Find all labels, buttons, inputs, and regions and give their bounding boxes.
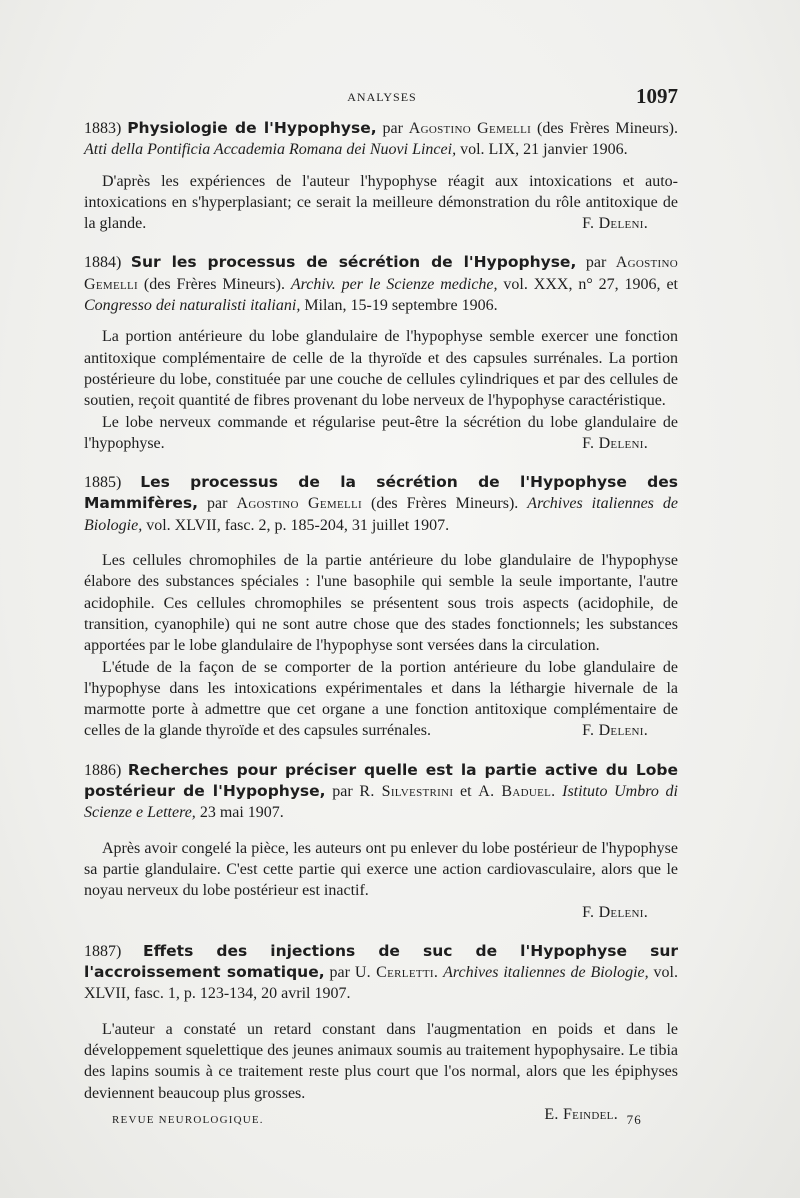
entry-paragraph: D'après les expériences de l'auteur l'hypophyse réagit aux intoxications et auto-intoxications en s'hyperplasiant; ce serait la meilleure démonstration du rôle antitoxique de la glande. F. Deleni. [84, 171, 678, 235]
entry-heading: 1886) Recherches pour préciser quelle est la partie active du Lobe postérieur de l'Hypophyse, par R. Silvestrini et A. Baduel. Istituto Umbro di Scienze e Lettere, 23 mai 1907. [84, 760, 679, 822]
entry-title: Les processus de la sécrétion de l'Hypophyse des Mammifères, [84, 473, 678, 513]
entry-1886 [84, 760, 678, 923]
reviewer-signature: F. Deleni. [582, 722, 648, 740]
page-body [84, 118, 678, 1125]
page-footer [112, 1112, 642, 1132]
entry-heading: 1884) Sur les processus de sécrétion de l'Hypophyse, par Agostino Gemelli (des Frères Mineurs). Archiv. per le Scienze mediche, vol. XXX, n° 27, 1906, et Congresso dei naturalisti italiani, Milan, 15-19 septembre 1906. [84, 253, 679, 315]
entry-title: Effets des injections de suc de l'Hypophyse sur l'accroissement somatique, [84, 941, 678, 982]
entry-source: Atti della Pontificia Accademia Romana dei Nuovi Lincei, [84, 141, 457, 159]
entry-title: Sur les processus de sécrétion de l'Hypophyse, [130, 253, 577, 272]
entry-paragraph: La portion antérieure du lobe glandulaire de l'hypophyse semble exercer une fonction antitoxique complémentaire de celle de la thyroïde et des capsules surrénales. La portion postérieure du lobe, constituée par une couche de cellules cylindriques et par des cellules de soutien, reçoit quantité de fibres provenant du lobe nerveux de l'hypophyse caractéristique. [84, 328, 678, 410]
entry-1885 [84, 472, 678, 742]
entry-1883 [84, 118, 678, 234]
entry-1887 [84, 941, 678, 1125]
reviewer-signature: F. Deleni. [582, 215, 648, 233]
entry-paragraph: L'auteur a constaté un retard constant dans l'augmentation en poids et dans le développement squelettique des jeunes animaux soumis au traitement hypophysaire. Le tibia des lapins soumis à ce traitement reste plus court que l'os normal, alors que les épiphyses deviennent beaucoup plus grosses. [84, 1020, 678, 1102]
entry-paragraph: Après avoir congelé la pièce, les auteurs ont pu enlever du lobe postérieur de l'hypophyse sa partie glandulaire. C'est cette partie qui exerce une action cardiovasculaire, alors que le noyau nerveux du lobe postérieur est inactif. [84, 839, 678, 900]
reviewer-signature: E. Feindel. [544, 1105, 618, 1123]
entry-number: 1887) [84, 942, 122, 960]
entry-number: 1883) [84, 120, 122, 137]
entry-author: Agostino Gemelli [236, 495, 362, 513]
entry-paragraph: Les cellules chromophiles de la partie antérieure du lobe glandulaire de l'hypophyse élabore des substances spéciales : l'une basophile qui semble la seule importante, l'autre acidophile. Ces cellules chromophiles se présentent sous trois aspects (acidophile, de transition, cyanophile) qui ne sont autre chose que des stades fonctionnels; les substances apportées par le lobe glandulaire de l'hypophyse sont versées dans la circulation. [84, 552, 678, 655]
entry-heading: 1887) Effets des injections de suc de l'Hypophyse sur l'accroissement somatique, par U. Cerletti. Archives italiennes de Biologie, vol. XLVII, fasc. 1, p. 123-134, 20 avril 1907. [84, 941, 678, 1003]
reviewer-signature: F. Deleni. [582, 434, 648, 452]
entry-source: Archives italiennes de Biologie, [443, 964, 649, 982]
entry-heading: 1885) Les processus de la sécrétion de l'Hypophyse des Mammifères, par Agostino Gemelli (des Frères Mineurs). Archives italiennes de Biologie, vol. XLVII, fasc. 2, p. 185-204, 31 juillet 1907. [84, 473, 678, 534]
entry-heading: 1883) Physiologie de l'Hypophyse, par Agostino Gemelli (des Frères Mineurs). Atti della Pontificia Accademia Romana dei Nuovi Lincei, vol. LIX, 21 janvier 1906. [84, 119, 679, 159]
entry-author: U. Cerletti. [354, 964, 439, 982]
entry-source: Archives italiennes de Biologie, [84, 495, 678, 534]
page-number: 1097 [636, 84, 678, 108]
entry-paragraph: L'étude de la façon de se comporter de la portion antérieure du lobe glandulaire de l'hypophyse dans les intoxications expérimentales et dans la léthargie hivernale de la marmotte porte à admettre que cet organe a une fonction antitoxique complémentaire de celles de la glande thyroïde et des capsules surrénales. F. Deleni. [84, 657, 678, 742]
reviewer-signature: F. Deleni. [582, 903, 648, 921]
page-header [84, 84, 680, 110]
entry-source: Istituto Umbro di Scienze e Lettere, [84, 783, 679, 822]
running-title: ANALYSES [347, 90, 417, 104]
entry-author: Agostino Gemelli [84, 254, 679, 293]
journal-name: REVUE NEUROLOGIQUE. [112, 1114, 264, 1126]
entry-number: 1886) [84, 761, 122, 779]
entry-author-2: A. Baduel. [478, 783, 556, 801]
sheet-number: 76 [626, 1112, 642, 1127]
entry-number: 1884) [84, 254, 122, 272]
entry-1884 [84, 252, 678, 454]
entry-author: R. Silvestrini [359, 783, 454, 801]
entry-paragraph: Le lobe nerveux commande et régularise peut-être la sécrétion du lobe glandulaire de l'hypophyse. F. Deleni. [84, 412, 678, 455]
entry-title: Recherches pour préciser quelle est la partie active du Lobe postérieur de l'Hypophyse, [84, 760, 679, 801]
entry-source-2: Congresso dei naturalisti italiani, [84, 297, 301, 315]
entry-source: Archiv. per le Scienze mediche, [290, 275, 498, 293]
entry-number: 1885) [84, 474, 122, 492]
entry-author: Agostino Gemelli [408, 120, 532, 137]
entry-title: Physiologie de l'Hypophyse, [127, 119, 377, 137]
